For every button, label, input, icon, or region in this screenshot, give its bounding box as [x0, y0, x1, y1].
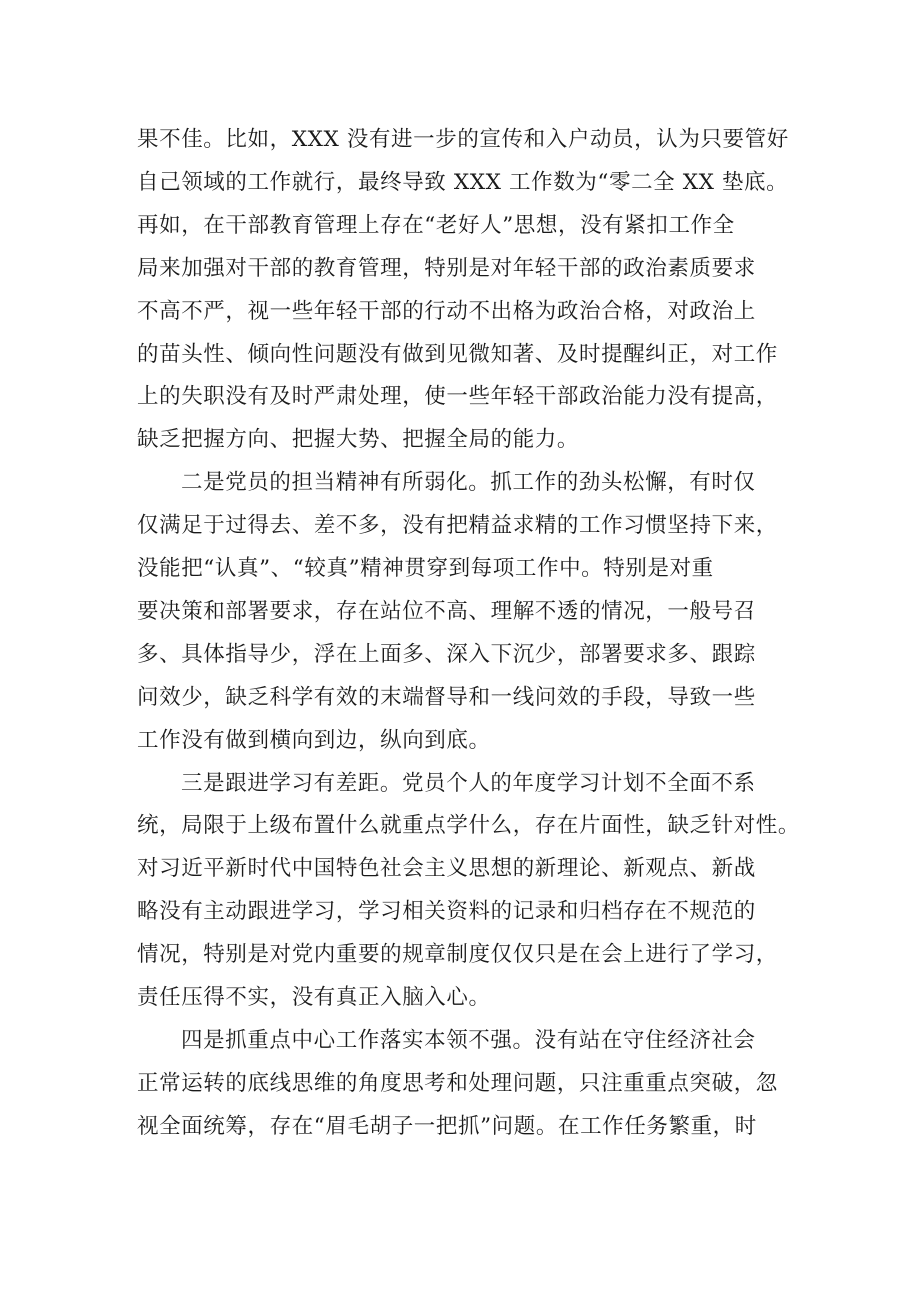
text-line: 上的失职没有及时严肃处理，使一些年轻干部政治能力没有提高， — [137, 384, 778, 409]
paragraph-start-line: 三是跟进学习有差距。党员个人的年度学习计划不全面不系 — [181, 771, 756, 796]
text-line: 仅满足于过得去、差不多，没有把精益求精的工作习惯坚持下来， — [137, 513, 778, 538]
text-line: 略没有主动跟进学习，学习相关资料的记录和归档存在不规范的 — [137, 899, 756, 924]
text-line: 没能把“认真”、“较真”精神贯穿到每项工作中。特别是对重 — [137, 556, 714, 581]
text-line: 再如，在干部教育管理上存在“老好人”思想，没有紧扣工作全 — [137, 213, 735, 238]
text-line: 对习近平新时代中国特色社会主义思想的新理论、新观点、新战 — [137, 856, 756, 881]
text-line: 责任压得不实，没有真正入脑入心。 — [137, 985, 491, 1010]
text-line: 要决策和部署要求，存在站位不高、理解不透的情况，一般号召 — [137, 599, 756, 624]
text-line: 多、具体指导少，浮在上面多、深入下沉少，部署要求多、跟踪 — [137, 642, 756, 667]
text-line: 缺乏把握方向、把握大势、把握全局的能力。 — [137, 427, 580, 452]
paragraph-start-line: 二是党员的担当精神有所弱化。抓工作的劲头松懈，有时仅 — [181, 470, 756, 495]
text-line: 工作没有做到横向到边，纵向到底。 — [137, 728, 491, 753]
paragraph-start-line: 四是抓重点中心工作落实本领不强。没有站在守住经济社会 — [181, 1028, 756, 1053]
text-line: 果不佳。比如，XXX 没有进一步的宣传和入户动员，认为只要管好 — [137, 127, 789, 152]
text-line: 问效少，缺乏科学有效的末端督导和一线问效的手段，导致一些 — [137, 685, 756, 710]
text-line: 统，局限于上级布置什么就重点学什么，存在片面性，缺乏针对性。 — [137, 813, 801, 838]
text-line: 情况，特别是对党内重要的规章制度仅仅只是在会上进行了学习， — [137, 942, 778, 967]
text-line: 不高不严，视一些年轻干部的行动不出格为政治合格，对政治上 — [137, 299, 756, 324]
text-line: 正常运转的底线思维的角度思考和处理问题，只注重重点突破，忽 — [137, 1071, 778, 1096]
text-line: 局来加强对干部的教育管理，特别是对年轻干部的政治素质要求 — [137, 256, 756, 281]
text-line: 视全面统筹，存在“眉毛胡子一把抓”问题。在工作任务繁重，时 — [137, 1114, 757, 1139]
text-line: 自己领域的工作就行，最终导致 XXX 工作数为“零二全 XX 垫底。 — [137, 170, 789, 195]
text-line: 的苗头性、倾向性问题没有做到见微知著、及时提醒纠正，对工作 — [137, 342, 778, 367]
